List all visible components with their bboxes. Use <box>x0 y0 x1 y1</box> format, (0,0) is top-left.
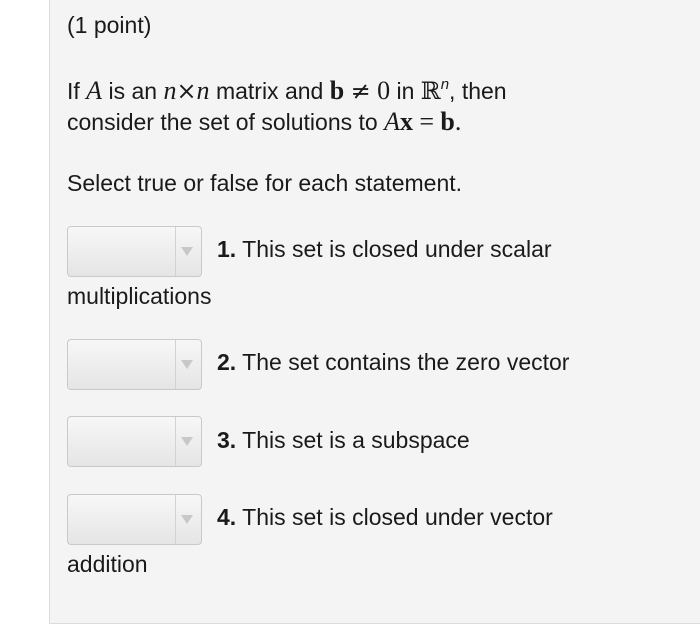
statement-number: 4. <box>217 504 237 530</box>
select-divider <box>175 227 176 276</box>
select-divider <box>175 495 176 544</box>
problem-line-1 <box>67 71 507 105</box>
statement-text: This set is closed under scalar <box>242 236 552 262</box>
problem-text: , then <box>449 78 507 104</box>
point-value: (1 point) <box>67 12 152 38</box>
true-false-select-1[interactable] <box>67 226 202 277</box>
times-symbol: × <box>176 77 197 105</box>
zero-symbol: 0 <box>377 76 391 105</box>
statement-4 <box>217 503 553 531</box>
dimension-symbol: n <box>163 76 177 105</box>
select-divider <box>175 417 176 466</box>
statement-1 <box>217 235 552 263</box>
equals-symbol: = <box>419 107 435 136</box>
true-false-select-4[interactable] <box>67 494 202 545</box>
matrix-symbol: A <box>86 76 103 105</box>
problem-text: matrix and <box>215 78 324 104</box>
chevron-down-icon <box>181 515 193 524</box>
problem-text: consider the set of solutions to <box>67 109 378 135</box>
statement-2 <box>217 348 569 376</box>
true-false-select-3[interactable] <box>67 416 202 467</box>
exponent-symbol: n <box>440 76 450 93</box>
statement-4-continuation: addition <box>67 551 148 577</box>
vector-symbol: b <box>440 107 455 136</box>
statement-number: 3. <box>217 427 237 453</box>
problem-text: is an <box>108 78 158 104</box>
vector-symbol: x <box>399 107 413 136</box>
not-equal-symbol: ≠ <box>350 77 371 105</box>
statement-3 <box>217 426 470 454</box>
statement-text: The set contains the zero vector <box>242 349 570 375</box>
vector-symbol: b <box>329 76 345 105</box>
problem-line-2 <box>67 108 461 136</box>
statement-text: This set is a subspace <box>242 427 470 453</box>
dimension-symbol: n <box>196 76 210 105</box>
statement-number: 2. <box>217 349 237 375</box>
chevron-down-icon <box>181 437 193 446</box>
chevron-down-icon <box>181 360 193 369</box>
statement-text: This set is closed under vector <box>242 504 553 530</box>
period: . <box>454 107 462 136</box>
select-divider <box>175 340 176 389</box>
problem-text: If <box>67 78 80 104</box>
statement-number: 1. <box>217 236 237 262</box>
chevron-down-icon <box>181 247 193 256</box>
instruction-text: Select true or false for each statement. <box>67 170 463 196</box>
matrix-symbol: A <box>384 107 400 136</box>
statement-1-continuation: multiplications <box>67 283 212 309</box>
reals-symbol: ℝ <box>420 77 441 105</box>
true-false-select-2[interactable] <box>67 339 202 390</box>
problem-text: in <box>396 78 415 104</box>
